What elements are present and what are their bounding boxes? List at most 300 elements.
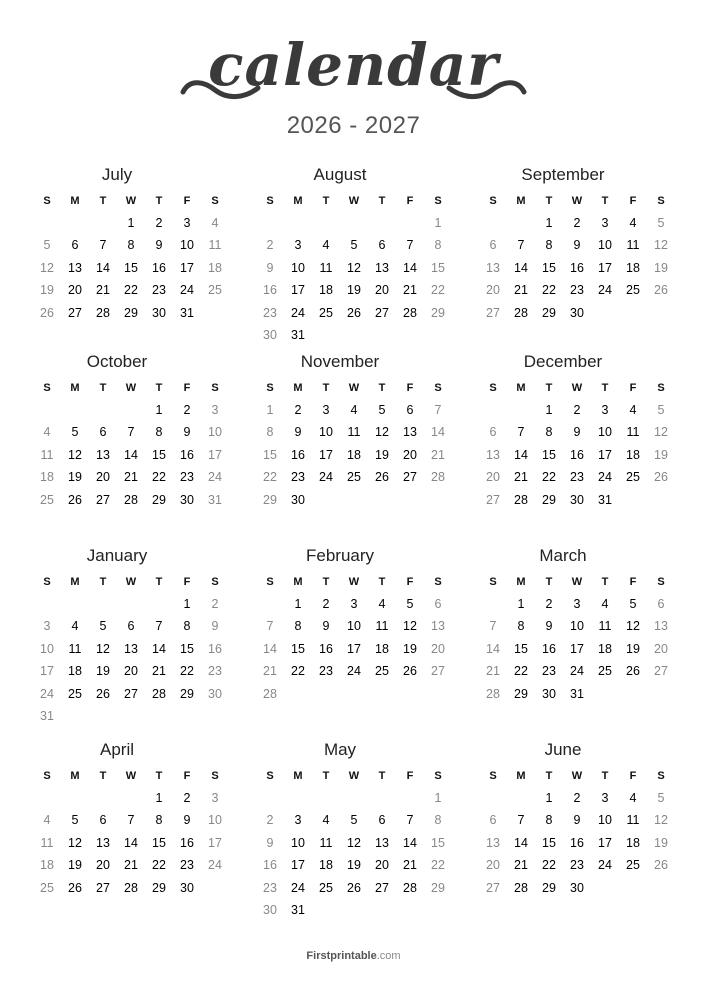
day-cell: 24 <box>40 686 54 701</box>
day-cell: 2 <box>211 597 219 611</box>
day-cell: 19 <box>654 447 668 462</box>
day-cell: 12 <box>654 813 668 828</box>
day-cell: 25 <box>68 686 82 701</box>
day-cell: 26 <box>68 492 82 507</box>
day-cell: 18 <box>40 470 54 485</box>
day-cell: 7 <box>489 619 497 634</box>
weekday-label: F <box>183 770 191 782</box>
weekday-label: F <box>629 195 637 207</box>
day-cell: 5 <box>71 425 79 440</box>
day-cell: 24 <box>319 470 333 485</box>
weekday-label: S <box>657 195 665 207</box>
day-cell: 19 <box>403 641 417 656</box>
day-cell: 6 <box>99 425 107 440</box>
day-cell: 5 <box>657 791 665 805</box>
weekday-label: F <box>406 770 414 782</box>
day-cell: 21 <box>124 858 138 873</box>
day-cell: 6 <box>378 813 386 828</box>
day-cell: 17 <box>319 447 333 462</box>
day-cell: 7 <box>406 813 414 828</box>
day-cell: 6 <box>657 597 665 611</box>
day-cell: 14 <box>514 835 528 850</box>
day-cell: 3 <box>601 403 609 417</box>
weekday-label: S <box>43 382 51 394</box>
weekday-label: T <box>378 576 386 588</box>
day-cell: 16 <box>570 447 584 462</box>
day-cell: 9 <box>573 813 581 828</box>
day-cell: 10 <box>40 641 54 656</box>
day-cell: 26 <box>347 305 361 320</box>
day-cell: 19 <box>654 835 668 850</box>
weekday-label: W <box>348 770 360 782</box>
weekday-label: T <box>99 195 107 207</box>
day-cell: 5 <box>71 813 79 828</box>
weekday-label: S <box>211 770 219 782</box>
day-cell: 7 <box>517 813 525 828</box>
day-cell: 28 <box>514 880 528 895</box>
weekday-label: S <box>266 770 274 782</box>
day-cell: 22 <box>514 664 528 679</box>
day-cell: 29 <box>124 305 138 320</box>
weekday-label: F <box>629 576 637 588</box>
weekday-label: S <box>434 576 442 588</box>
day-cell: 26 <box>626 664 640 679</box>
day-cell: 28 <box>124 880 138 895</box>
day-cell: 13 <box>654 619 668 634</box>
day-cell: 8 <box>517 619 525 634</box>
day-cell: 26 <box>403 664 417 679</box>
day-cell: 14 <box>514 260 528 275</box>
day-cell: 3 <box>211 791 219 805</box>
weekday-label: F <box>183 195 191 207</box>
month-name: July <box>101 165 133 184</box>
day-cell: 7 <box>266 619 274 634</box>
day-cell: 24 <box>180 283 194 298</box>
weekday-label: F <box>629 382 637 394</box>
day-cell: 25 <box>626 470 640 485</box>
day-cell: 22 <box>124 283 138 298</box>
brand-tld: .com <box>376 950 401 962</box>
day-cell: 10 <box>291 835 305 850</box>
weekday-label: W <box>571 195 583 207</box>
day-cell: 20 <box>486 283 500 298</box>
day-cell: 23 <box>180 858 194 873</box>
weekday-label: W <box>571 576 583 588</box>
day-cell: 13 <box>486 447 500 462</box>
day-cell: 28 <box>152 686 166 701</box>
day-cell: 16 <box>291 447 305 462</box>
day-cell: 6 <box>406 403 414 417</box>
weekday-label: W <box>125 195 137 207</box>
day-cell: 7 <box>99 238 107 253</box>
day-cell: 9 <box>545 619 553 634</box>
day-cell: 12 <box>626 619 640 634</box>
day-cell: 14 <box>152 641 166 656</box>
day-cell: 13 <box>96 835 110 850</box>
day-cell: 3 <box>601 791 609 805</box>
day-cell: 4 <box>601 597 609 611</box>
day-cell: 12 <box>96 641 110 656</box>
day-cell: 10 <box>208 813 222 828</box>
day-cell: 29 <box>542 880 556 895</box>
day-cell: 12 <box>68 835 82 850</box>
day-cell: 14 <box>124 835 138 850</box>
day-cell: 21 <box>152 664 166 679</box>
day-cell: 22 <box>542 283 556 298</box>
day-cell: 30 <box>208 686 222 701</box>
weekday-label: S <box>489 195 497 207</box>
day-cell: 5 <box>657 403 665 417</box>
day-cell: 11 <box>626 425 640 440</box>
day-cell: 23 <box>570 858 584 873</box>
weekday-label: S <box>266 382 274 394</box>
day-cell: 18 <box>40 858 54 873</box>
day-cell: 25 <box>319 305 333 320</box>
weekday-label: T <box>155 576 163 588</box>
day-cell: 3 <box>294 813 302 828</box>
day-cell: 19 <box>68 858 82 873</box>
day-cell: 2 <box>573 216 581 230</box>
day-cell: 18 <box>68 664 82 679</box>
day-cell: 4 <box>43 813 51 828</box>
day-cell: 28 <box>514 492 528 507</box>
day-cell: 25 <box>598 664 612 679</box>
day-cell: 6 <box>99 813 107 828</box>
day-cell: 17 <box>208 447 222 462</box>
day-cell: 18 <box>626 260 640 275</box>
weekday-label: S <box>266 195 274 207</box>
day-cell: 4 <box>350 403 358 417</box>
day-cell: 4 <box>322 238 330 253</box>
day-cell: 13 <box>375 835 389 850</box>
month-july <box>33 165 233 345</box>
weekday-label: M <box>516 576 526 588</box>
day-cell: 4 <box>43 425 51 440</box>
day-cell: 21 <box>263 664 277 679</box>
weekday-label: M <box>70 576 80 588</box>
weekday-label: M <box>70 770 80 782</box>
weekday-label: T <box>322 576 330 588</box>
day-cell: 16 <box>180 447 194 462</box>
page-title: calendar <box>208 31 499 99</box>
weekday-label: F <box>406 576 414 588</box>
day-cell: 25 <box>319 880 333 895</box>
day-cell: 20 <box>431 641 445 656</box>
day-cell: 1 <box>517 597 525 611</box>
day-cell: 7 <box>517 238 525 253</box>
day-cell: 24 <box>347 664 361 679</box>
day-cell: 9 <box>573 425 581 440</box>
weekday-label: T <box>322 195 330 207</box>
day-cell: 16 <box>542 641 556 656</box>
day-cell: 28 <box>403 305 417 320</box>
weekday-label: W <box>571 382 583 394</box>
day-cell: 15 <box>152 447 166 462</box>
day-cell: 23 <box>542 664 556 679</box>
day-cell: 30 <box>570 880 584 895</box>
day-cell: 19 <box>347 858 361 873</box>
day-cell: 8 <box>434 238 442 253</box>
day-cell: 13 <box>431 619 445 634</box>
day-cell: 24 <box>598 858 612 873</box>
day-cell: 18 <box>319 858 333 873</box>
day-cell: 1 <box>127 216 135 230</box>
day-cell: 24 <box>208 470 222 485</box>
day-cell: 11 <box>319 260 333 275</box>
day-cell: 30 <box>263 328 277 342</box>
day-cell: 10 <box>598 238 612 253</box>
day-cell: 15 <box>263 447 277 462</box>
weekday-label: W <box>348 195 360 207</box>
day-cell: 7 <box>155 619 163 634</box>
day-cell: 25 <box>208 283 222 298</box>
day-cell: 20 <box>654 641 668 656</box>
day-cell: 1 <box>294 597 302 611</box>
day-cell: 22 <box>431 283 445 298</box>
weekday-label: S <box>266 576 274 588</box>
month-september <box>479 165 679 345</box>
day-cell: 19 <box>40 283 54 298</box>
day-cell: 16 <box>570 835 584 850</box>
day-cell: 5 <box>657 216 665 230</box>
day-cell: 21 <box>514 858 528 873</box>
day-cell: 29 <box>152 492 166 507</box>
day-cell: 6 <box>489 238 497 253</box>
month-name: February <box>305 546 375 565</box>
day-cell: 6 <box>489 425 497 440</box>
month-november <box>256 352 456 532</box>
day-cell: 2 <box>322 597 330 611</box>
day-cell: 10 <box>570 619 584 634</box>
day-cell: 8 <box>127 238 135 253</box>
day-cell: 11 <box>626 238 640 253</box>
day-cell: 30 <box>570 492 584 507</box>
day-cell: 27 <box>375 880 389 895</box>
day-cell: 17 <box>598 260 612 275</box>
month-march <box>479 546 679 726</box>
day-cell: 2 <box>183 791 191 805</box>
day-cell: 23 <box>570 283 584 298</box>
day-cell: 29 <box>431 880 445 895</box>
weekday-label: S <box>211 195 219 207</box>
day-cell: 27 <box>431 664 445 679</box>
weekday-label: M <box>70 382 80 394</box>
weekday-label: T <box>378 770 386 782</box>
day-cell: 2 <box>183 403 191 417</box>
day-cell: 31 <box>570 686 584 701</box>
day-cell: 14 <box>96 260 110 275</box>
weekday-label: S <box>489 576 497 588</box>
day-cell: 28 <box>403 880 417 895</box>
day-cell: 16 <box>263 858 277 873</box>
day-cell: 27 <box>486 305 500 320</box>
day-cell: 6 <box>71 238 79 253</box>
day-cell: 15 <box>152 835 166 850</box>
day-cell: 8 <box>266 425 274 440</box>
day-cell: 26 <box>654 858 668 873</box>
weekday-label: W <box>348 382 360 394</box>
day-cell: 7 <box>434 403 442 417</box>
day-cell: 2 <box>155 216 163 230</box>
day-cell: 2 <box>294 403 302 417</box>
day-cell: 17 <box>598 835 612 850</box>
day-cell: 9 <box>155 238 163 253</box>
day-cell: 6 <box>434 597 442 611</box>
day-cell: 22 <box>263 470 277 485</box>
weekday-label: F <box>183 382 191 394</box>
day-cell: 10 <box>180 238 194 253</box>
day-cell: 19 <box>626 641 640 656</box>
day-cell: 4 <box>629 216 637 230</box>
day-cell: 28 <box>431 470 445 485</box>
day-cell: 16 <box>570 260 584 275</box>
month-october <box>33 352 233 532</box>
day-cell: 15 <box>542 447 556 462</box>
day-cell: 1 <box>183 597 191 611</box>
day-cell: 3 <box>350 597 358 611</box>
day-cell: 22 <box>152 858 166 873</box>
day-cell: 29 <box>542 305 556 320</box>
day-cell: 27 <box>124 686 138 701</box>
day-cell: 1 <box>266 403 274 417</box>
weekday-label: S <box>489 382 497 394</box>
day-cell: 30 <box>570 305 584 320</box>
weekday-label: W <box>125 382 137 394</box>
day-cell: 24 <box>598 470 612 485</box>
day-cell: 22 <box>180 664 194 679</box>
day-cell: 3 <box>294 238 302 253</box>
brand-name: Firstprintable <box>306 950 377 962</box>
day-cell: 4 <box>378 597 386 611</box>
day-cell: 25 <box>347 470 361 485</box>
weekday-label: T <box>322 770 330 782</box>
month-january <box>33 546 233 726</box>
day-cell: 20 <box>375 858 389 873</box>
day-cell: 14 <box>431 425 445 440</box>
day-cell: 14 <box>403 835 417 850</box>
day-cell: 9 <box>573 238 581 253</box>
day-cell: 4 <box>211 216 219 230</box>
month-june <box>479 740 679 920</box>
day-cell: 11 <box>68 641 82 656</box>
day-cell: 14 <box>514 447 528 462</box>
day-cell: 19 <box>68 470 82 485</box>
day-cell: 3 <box>183 216 191 230</box>
month-name: October <box>86 352 148 371</box>
day-cell: 17 <box>291 283 305 298</box>
weekday-label: F <box>406 382 414 394</box>
day-cell: 13 <box>486 260 500 275</box>
day-cell: 1 <box>155 791 163 805</box>
day-cell: 12 <box>347 835 361 850</box>
weekday-label: T <box>99 770 107 782</box>
weekday-label: M <box>516 195 526 207</box>
day-cell: 1 <box>545 403 553 417</box>
day-cell: 18 <box>347 447 361 462</box>
day-cell: 27 <box>375 305 389 320</box>
day-cell: 15 <box>180 641 194 656</box>
day-cell: 5 <box>406 597 414 611</box>
day-cell: 22 <box>542 858 556 873</box>
day-cell: 19 <box>347 283 361 298</box>
day-cell: 29 <box>431 305 445 320</box>
day-cell: 10 <box>291 260 305 275</box>
day-cell: 17 <box>40 664 54 679</box>
weekday-label: S <box>434 770 442 782</box>
day-cell: 6 <box>127 619 135 634</box>
day-cell: 17 <box>180 260 194 275</box>
day-cell: 16 <box>152 260 166 275</box>
weekday-label: T <box>545 576 553 588</box>
day-cell: 31 <box>40 709 54 723</box>
day-cell: 7 <box>517 425 525 440</box>
day-cell: 8 <box>545 425 553 440</box>
day-cell: 15 <box>124 260 138 275</box>
month-name: November <box>300 352 380 371</box>
day-cell: 5 <box>43 238 51 253</box>
day-cell: 21 <box>486 664 500 679</box>
day-cell: 22 <box>152 470 166 485</box>
weekday-label: S <box>211 576 219 588</box>
day-cell: 27 <box>96 492 110 507</box>
day-cell: 21 <box>514 470 528 485</box>
day-cell: 24 <box>291 305 305 320</box>
day-cell: 6 <box>378 238 386 253</box>
weekday-label: T <box>155 770 163 782</box>
day-cell: 21 <box>431 447 445 462</box>
day-cell: 28 <box>514 305 528 320</box>
day-cell: 12 <box>68 447 82 462</box>
day-cell: 29 <box>263 492 277 507</box>
month-december <box>479 352 679 532</box>
day-cell: 1 <box>545 791 553 805</box>
day-cell: 11 <box>208 238 222 253</box>
day-cell: 8 <box>545 813 553 828</box>
day-cell: 27 <box>403 470 417 485</box>
day-cell: 8 <box>155 425 163 440</box>
weekday-label: M <box>293 770 303 782</box>
weekday-label: S <box>43 195 51 207</box>
day-cell: 8 <box>155 813 163 828</box>
day-cell: 20 <box>96 858 110 873</box>
day-cell: 16 <box>208 641 222 656</box>
day-cell: 23 <box>319 664 333 679</box>
day-cell: 11 <box>40 447 54 462</box>
weekday-label: F <box>406 195 414 207</box>
day-cell: 18 <box>319 283 333 298</box>
day-cell: 5 <box>629 597 637 611</box>
day-cell: 30 <box>542 686 556 701</box>
day-cell: 22 <box>542 470 556 485</box>
day-cell: 4 <box>629 791 637 805</box>
weekday-label: M <box>516 770 526 782</box>
day-cell: 13 <box>375 260 389 275</box>
day-cell: 5 <box>99 619 107 634</box>
weekday-label: T <box>155 195 163 207</box>
day-cell: 26 <box>96 686 110 701</box>
day-cell: 1 <box>155 403 163 417</box>
day-cell: 26 <box>68 880 82 895</box>
day-cell: 4 <box>71 619 79 634</box>
day-cell: 16 <box>180 835 194 850</box>
day-cell: 29 <box>152 880 166 895</box>
day-cell: 19 <box>375 447 389 462</box>
weekday-label: M <box>516 382 526 394</box>
day-cell: 25 <box>40 880 54 895</box>
day-cell: 31 <box>598 492 612 507</box>
day-cell: 8 <box>434 813 442 828</box>
title-block <box>0 20 707 110</box>
